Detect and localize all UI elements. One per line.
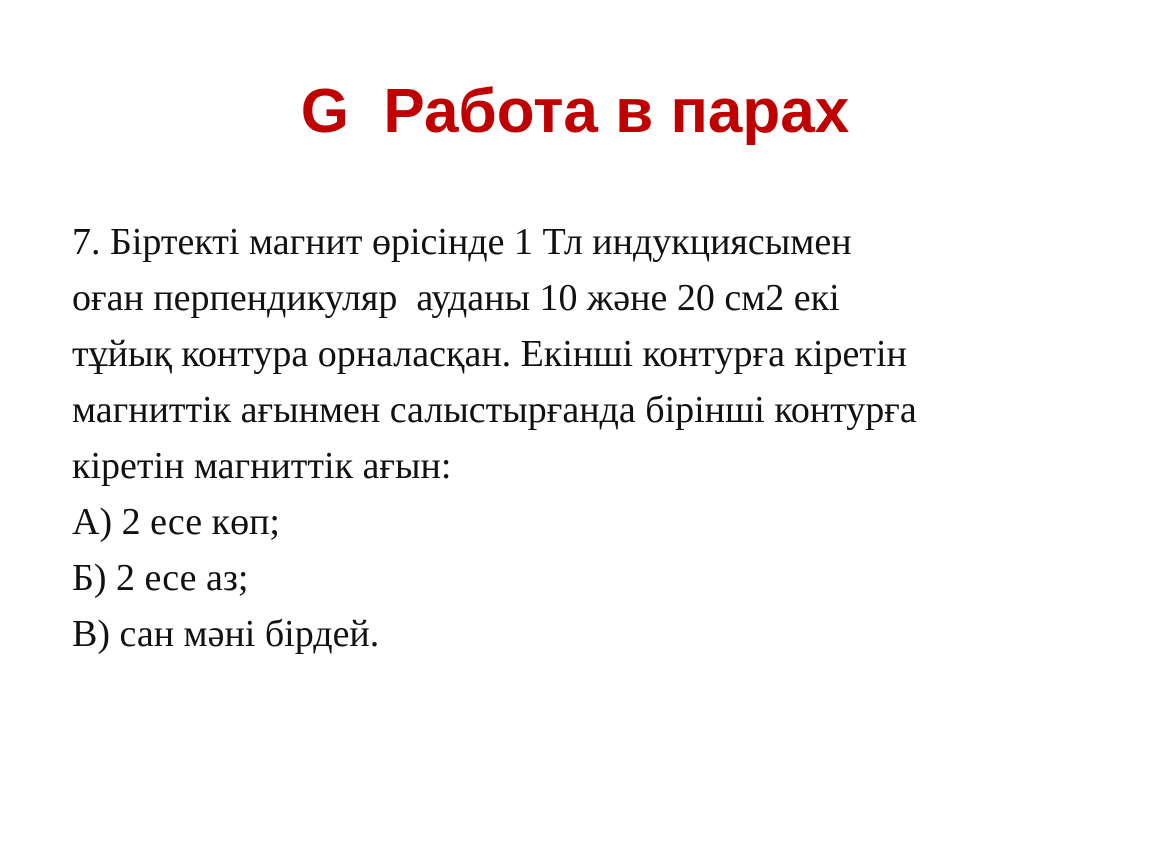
answer-option-b: Б) 2 есе аз; [72, 557, 249, 599]
question-line-1: 7. Біртекті магнит өрісінде 1 Тл индукциясымен [72, 221, 852, 263]
answer-option-a: А) 2 есе көп; [72, 501, 280, 543]
question-line-4: магниттік ағынмен салыстырғанда бірінші контурға [72, 389, 917, 431]
question-line-2: оған перпендикуляр ауданы 10 және 20 см2 екі [72, 277, 840, 319]
question-line-3: тұйық контура орналасқан. Екінші контурға кіретін [72, 333, 907, 375]
question-block [72, 214, 1112, 662]
slide-title: G Работа в парах [300, 77, 850, 146]
answer-option-c: В) сан мәні бірдей. [72, 613, 380, 655]
question-line-5: кіретін магниттік ағын: [72, 445, 452, 487]
